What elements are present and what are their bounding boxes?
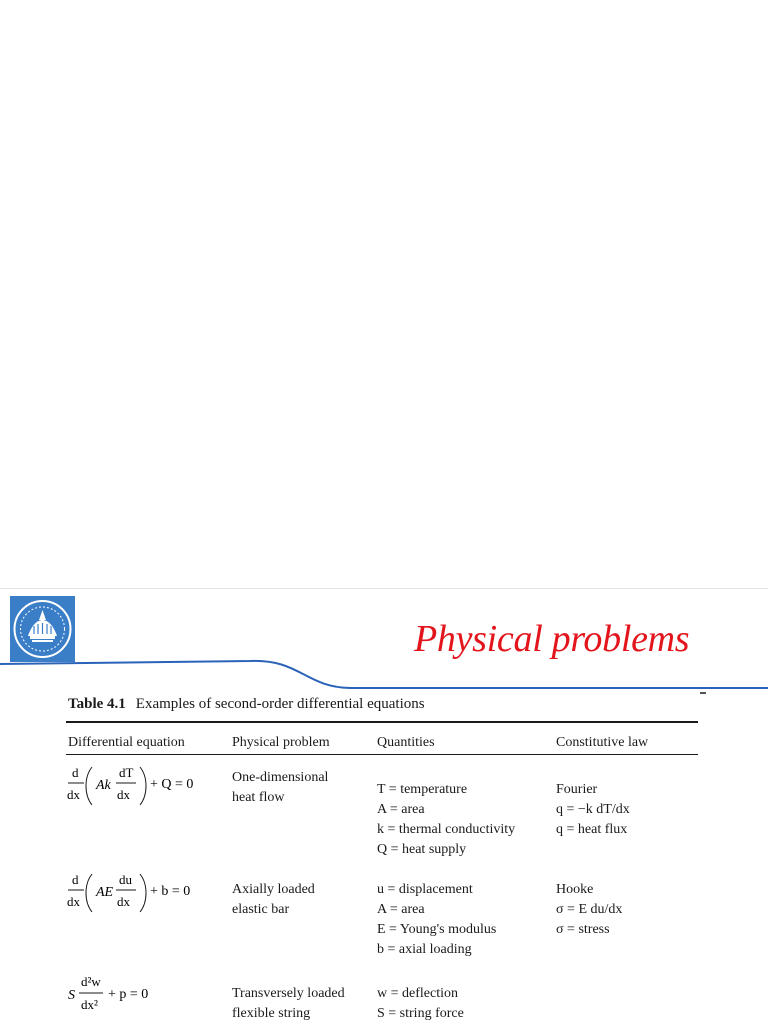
eq2-denominator: dx: [117, 894, 130, 909]
eq2-remainder: + b = 0: [150, 884, 191, 899]
eq2-outer-dx: dx: [67, 894, 80, 909]
table-header-rule: [66, 754, 698, 755]
problem-row-1: One-dimensional heat flow: [232, 770, 329, 805]
eq3-remainder: + p = 0: [108, 987, 149, 1002]
table-caption-text: Examples of second-order differential equations: [135, 696, 425, 712]
eq1-denominator: dx: [117, 787, 130, 802]
eq2-numerator: du: [119, 872, 132, 887]
eq1-outer-d: d: [72, 765, 79, 780]
slide-title: Physical problems: [414, 618, 690, 660]
column-header-equation: Differential equation: [68, 735, 185, 750]
equation-elastic-bar: [66, 868, 226, 929]
quantities-row-3: w = deflection S = string force: [377, 986, 464, 1021]
quantities-row-1: T = temperature A = area k = thermal conductivity Q = heat supply: [377, 782, 516, 857]
law-row-2: Hooke σ = E du/dx σ = stress: [556, 882, 623, 937]
slide: [0, 588, 768, 1025]
table-caption: [68, 696, 425, 713]
eq3-denominator: dx²: [81, 997, 98, 1012]
eq1-numerator: dT: [119, 765, 134, 780]
problem-row-2: Axially loaded elastic bar: [232, 882, 315, 917]
eq2-coefficient: AE: [96, 885, 114, 900]
eq3-numerator: d²w: [81, 974, 101, 989]
eq1-remainder: + Q = 0: [150, 777, 194, 792]
eq1-coefficient: Ak: [96, 778, 111, 793]
university-logo: [10, 596, 75, 662]
equation-flexible-string: [66, 972, 226, 1025]
column-header-problem: Physical problem: [232, 735, 330, 750]
eq1-outer-dx: dx: [67, 787, 80, 802]
quantities-row-2: u = displacement A = area E = Young's modulus b = axial loading: [377, 882, 497, 957]
table-top-rule: [66, 721, 698, 723]
eq3-coefficient: S: [68, 988, 75, 1003]
law-row-1: Fourier q = −k dT/dx q = heat flux: [556, 782, 630, 837]
problem-row-3: Transversely loaded flexible string: [232, 986, 345, 1021]
eq2-outer-d: d: [72, 872, 79, 887]
table-caption-number: Table 4.1: [68, 696, 126, 712]
column-header-quantities: Quantities: [377, 735, 435, 750]
equation-heat-flow: [66, 761, 226, 822]
column-header-law: Constitutive law: [556, 735, 649, 750]
